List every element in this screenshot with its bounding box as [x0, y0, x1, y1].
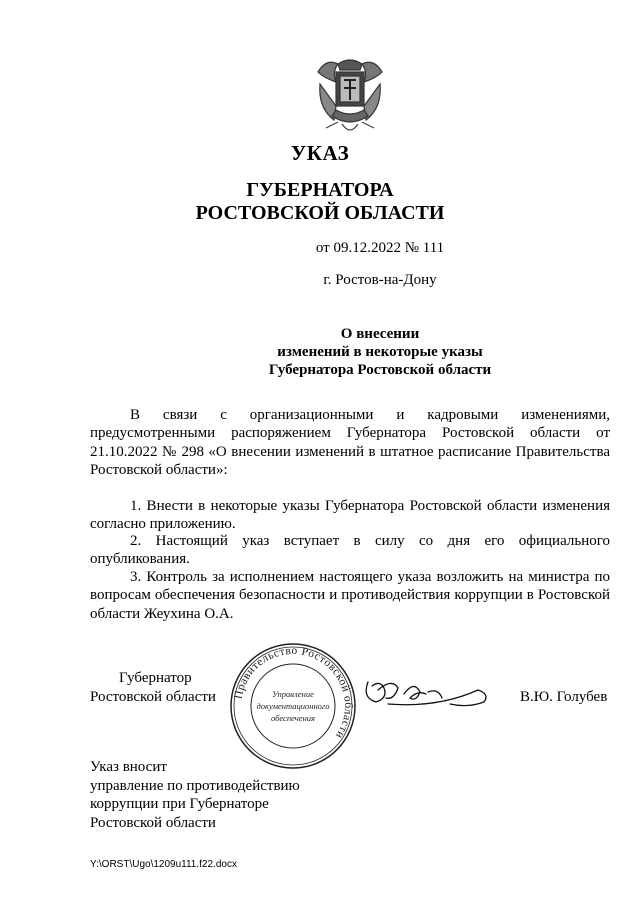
subject-line2: изменений в некоторые указы: [277, 344, 483, 360]
submitter-line3: коррупции при Губернаторе: [90, 796, 269, 812]
submitter-line4: Ростовской области: [90, 814, 216, 831]
issuer-title-line2: РОСТОВСКОЙ ОБЛАСТИ: [195, 202, 445, 224]
signatory-name: В.Ю. Голубев: [520, 689, 608, 705]
issuer-title-line1: ГУБЕРНАТОРА: [246, 179, 394, 201]
stamp-outer-text: Правительство Ростовской области: [232, 644, 355, 741]
decree-item-1: 1. Внести в некоторые указы Губернатора Ростовской области изменения согласно приложению.: [90, 498, 610, 533]
document-type-title: УКАЗ: [290, 141, 350, 165]
coat-of-arms-emblem: [312, 54, 388, 138]
document-subject: [60, 325, 640, 379]
official-stamp: [228, 641, 358, 771]
document-city: г. Ростов-на-Дону: [323, 272, 437, 288]
preamble-paragraph: В связи с организационными и кадровыми изменениями, предусмотренными распоряжением Губернатора Ростовской области от 21.10.2022 № 298 «О внесении изменений в штатное расписание Правительства Ростовской области»:: [90, 407, 610, 478]
stamp-inner-line1: Управление: [272, 689, 314, 699]
stamp-inner-line3: обеспечения: [270, 713, 316, 723]
file-path: Y:\ORST\Ugo\1209u111.f22.docx: [90, 859, 237, 870]
submitter-line2: управление по противодействию: [90, 777, 300, 794]
document-date-number: от 09.12.2022 № 111: [315, 240, 445, 256]
submitter-note: [90, 758, 300, 832]
signatory-position-line2: Ростовской области: [90, 689, 216, 705]
decree-item-2: 2. Настоящий указ вступает в силу со дня его официального опубликования.: [90, 533, 610, 568]
subject-line3: Губернатора Ростовской области: [268, 362, 492, 378]
subject-line1: О внесении: [340, 326, 420, 342]
stamp-inner-line2: документационного: [256, 701, 330, 711]
handwritten-signature: [358, 668, 498, 718]
submitter-line1: Указ вносит: [90, 759, 167, 775]
decree-item-3: 3. Контроль за исполнением настоящего указа возложить на министра по вопросам обеспечения безопасности и противодействия коррупции в Ростовской области Жеухина О.А.: [90, 569, 610, 622]
signatory-position-line1: Губернатор: [119, 670, 192, 686]
